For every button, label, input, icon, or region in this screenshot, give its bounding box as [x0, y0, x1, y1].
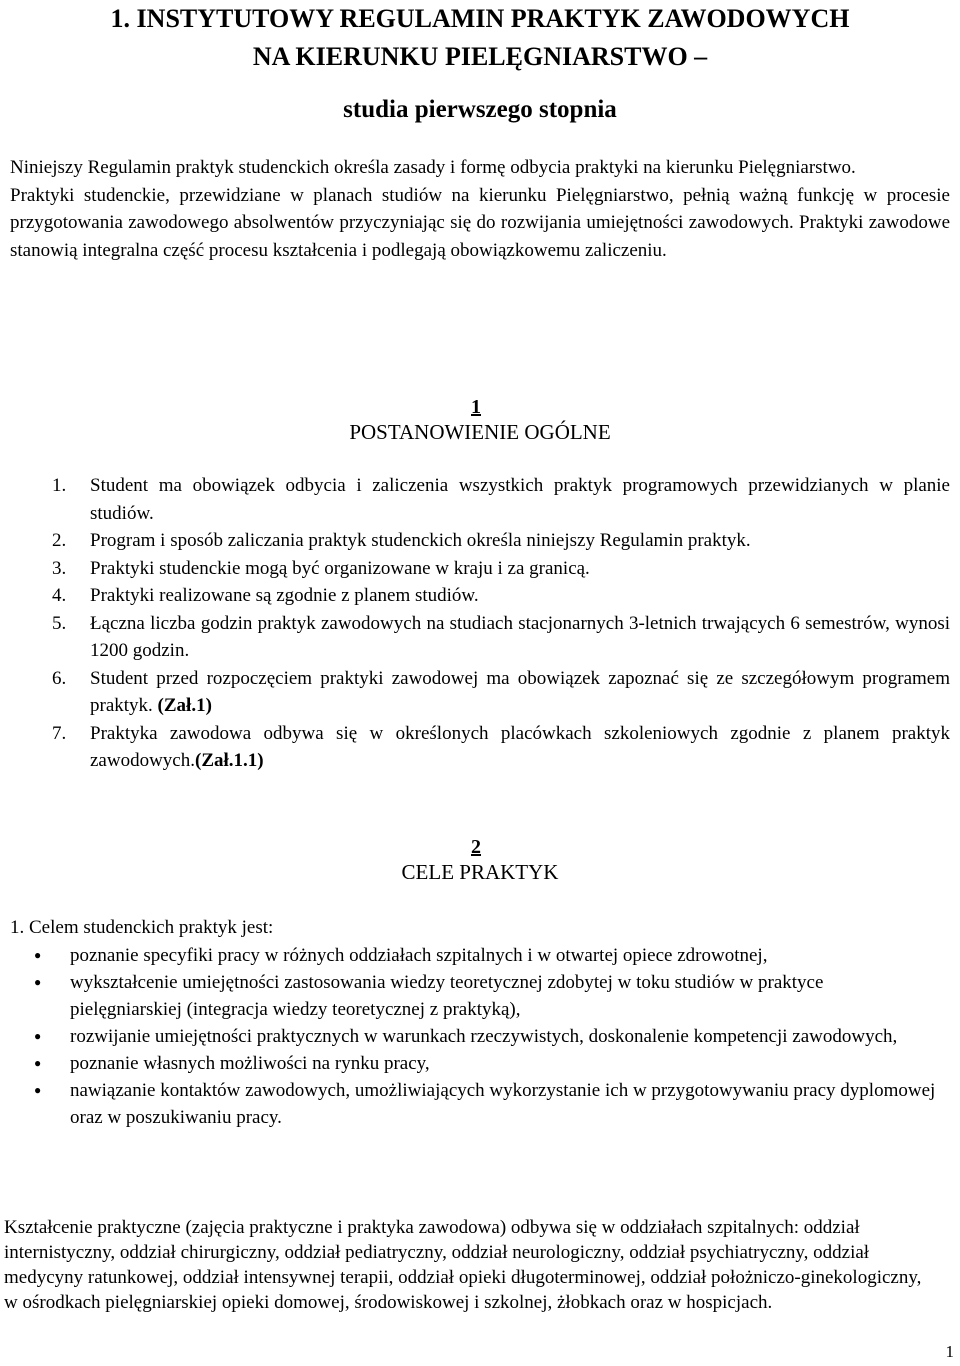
rule-text: Łączna liczba godzin praktyk zawodowych na studiach stacjonarnych 3-letnich trwających 6 semestrów, wynosi 1200 godzin. — [90, 612, 950, 661]
document-title: 1. INSTYTUTOWY REGULAMIN PRAKTYK ZAWODOWYCH — [110, 4, 850, 33]
rule-item — [10, 555, 950, 583]
rule-text-body: Praktyka zawodowa odbywa się w określonych placówkach szkoleniowych zgodnie z planem praktyk zawodowych. — [90, 722, 950, 771]
goal-text: poznanie własnych możliwości na rynku pracy, — [70, 1053, 430, 1074]
rule-item — [10, 610, 950, 665]
section-1-heading: POSTANOWIENIE OGÓLNE — [349, 420, 611, 444]
rule-number: 1. — [52, 475, 67, 496]
annex-reference: (Zał.1.1) — [195, 750, 264, 771]
goal-item — [0, 1023, 940, 1050]
intro-section — [10, 154, 950, 264]
rule-number: 7. — [52, 722, 67, 744]
bullet-icon: ● — [34, 948, 42, 962]
intro-paragraph-1: Niniejszy Regulamin praktyk studenckich określa zasady i formę odbycia praktyki na kierunku Pielęgniarstwo. — [10, 157, 856, 178]
rule-item — [10, 472, 950, 527]
rule-number: 3. — [52, 557, 67, 579]
bullet-icon: ● — [34, 1083, 42, 1097]
section-1-list — [10, 472, 950, 775]
bullet-icon: ● — [34, 975, 42, 989]
goal-item — [0, 969, 940, 1023]
rule-number: 4. — [52, 585, 67, 606]
section-2-heading: CELE PRAKTYK — [401, 860, 559, 884]
goal-text: wykształcenie umiejętności zastosowania wiedzy teoretycznej zdobytej w toku studiów w praktyce pielęgniarskiej (integracja wiedzy teoretycznej z praktyką), — [70, 972, 824, 1020]
goal-text: poznanie specyfiki pracy w różnych oddziałach szpitalnych i w otwartej opiece zdrowotnej, — [70, 945, 768, 966]
rule-text: Praktyki studenckie mogą być organizowane w kraju i za granicą. — [90, 557, 590, 579]
rule-text — [90, 720, 950, 775]
rule-text — [90, 665, 950, 720]
section-1-number: 1 — [471, 396, 481, 418]
annex-reference: (Zał.1) — [152, 695, 212, 716]
rule-item — [10, 720, 950, 775]
rule-text: Program i sposób zaliczania praktyk studenckich określa niniejszy Regulamin praktyk. — [90, 530, 751, 551]
document-study-level: studia pierwszego stopnia — [343, 96, 617, 123]
rule-text: Student ma obowiązek odbycia i zaliczenia wszystkich praktyk programowych przewidzianych w planie studiów. — [90, 475, 950, 524]
rule-number: 5. — [52, 612, 67, 634]
closing-paragraph — [4, 1215, 934, 1315]
rule-number: 2. — [52, 530, 67, 551]
goals-list — [0, 942, 940, 1131]
goal-item — [0, 942, 940, 969]
goals-lead: 1. Celem studenckich praktyk jest: — [10, 917, 274, 938]
closing-text: Kształcenie praktyczne (zajęcia praktyczne i praktyka zawodowa) odbywa się w oddziałach szpitalnych: oddział internistyczny, oddział chirurgiczny, oddział pediatryczny, oddział neurologiczny, oddział psychiatryczny, oddział medycyny ratunkowej, oddział intensywnej terapii, oddział opieki długoterminowej, oddział położniczo-ginekologiczny, w ośrodkach pielęgniarskiej opieki domowej, środowiskowej i szkolnej, żłobkach oraz w hospicjach. — [4, 1217, 922, 1313]
goal-text: rozwijanie umiejętności praktycznych w warunkach rzeczywistych, doskonalenie kompetencji zawodowych, — [70, 1026, 898, 1047]
rule-number: 6. — [52, 667, 67, 689]
document-subtitle: NA KIERUNKU PIELĘGNIARSTWO – — [252, 42, 708, 71]
goal-item — [0, 1077, 940, 1131]
rule-text-body: Student przed rozpoczęciem praktyki zawodowej ma obowiązek zapoznać się ze szczegółowym programem praktyk. — [90, 667, 950, 716]
rule-text: Praktyki realizowane są zgodnie z planem studiów. — [90, 585, 479, 606]
bullet-icon: ● — [34, 1029, 42, 1043]
section-2-number: 2 — [471, 836, 481, 858]
rule-item — [10, 665, 950, 720]
bullet-icon: ● — [34, 1056, 42, 1070]
goal-item — [0, 1050, 940, 1077]
rule-item — [10, 582, 950, 610]
goal-text: nawiązanie kontaktów zawodowych, umożliwiających wykorzystanie ich w przygotowywaniu pracy dyplomowej oraz w poszukiwaniu pracy. — [70, 1080, 936, 1128]
intro-paragraph-2: Praktyki studenckie, przewidziane w planach studiów na kierunku Pielęgniarstwo, pełnią ważną funkcję w procesie przygotowania zawodowego absolwentów przyczyniając się do rozwijania umiejętności zawodowych. Praktyki zawodowe stanowią integralna część procesu kształcenia i podlegają obowiązkowemu zaliczeniu. — [10, 184, 950, 261]
rule-item — [10, 527, 950, 555]
page-number: 1 — [945, 1342, 954, 1361]
